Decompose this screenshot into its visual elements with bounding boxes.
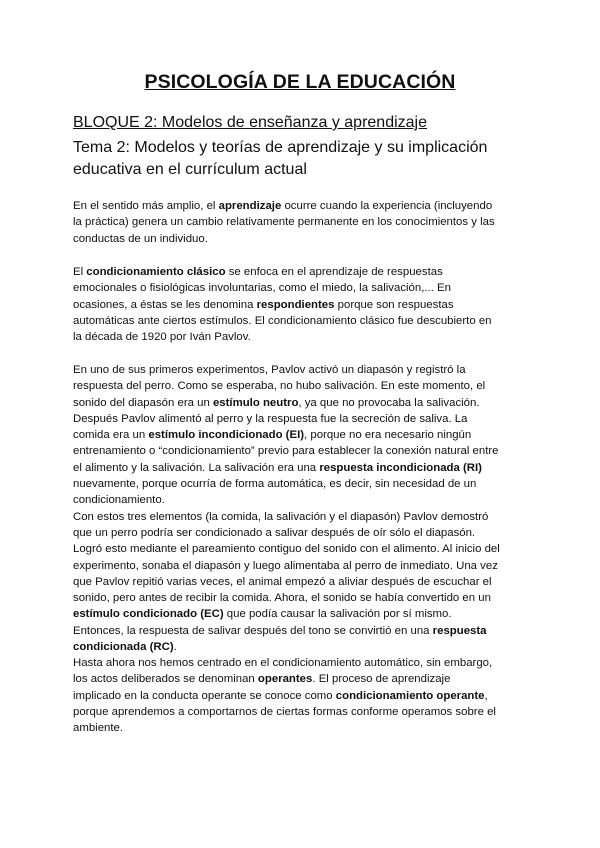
key-term: estímulo incondicionado (EI): [148, 429, 305, 442]
paragraph-line: condicionada (RC).: [73, 641, 177, 654]
key-term: estímulo condicionado (EC): [73, 608, 224, 621]
paragraph-line: la década de 1920 por Iván Pavlov.: [73, 331, 251, 344]
paragraph-line: ocasiones, a éstas se les denomina respondientes porque son respuestas: [73, 298, 454, 311]
paragraph-aprendizaje: [73, 198, 533, 247]
paragraph-line: el alimento y la salivación. La salivación era una respuesta incondicionada (RI): [73, 461, 482, 474]
paragraph-line: Hasta ahora nos hemos centrado en el condicionamiento automático, sin embargo,: [73, 657, 493, 669]
key-term: estímulo neutro: [212, 396, 299, 409]
key-term: respuesta incondicionada (RI): [319, 461, 482, 474]
paragraph-line: condicionamiento.: [73, 494, 165, 507]
paragraph-line: En el sentido más amplio, el aprendizaje ocurre cuando la experiencia (incluyendo: [73, 200, 493, 212]
topic-heading-line-1: Tema 2: Modelos y teorías de aprendizaje y su implicación: [73, 139, 488, 156]
paragraph-line: la práctica) genera un cambio relativamente permanente en los conocimientos y las: [73, 216, 495, 229]
topic-heading-line-2: educativa en el currículum actual: [73, 161, 307, 178]
paragraph-line: En uno de sus primeros experimentos, Pavlov activó un diapasón y registró la: [73, 364, 466, 376]
paragraph-line: porque aprendemos a comportarnos de ciertas formas conforme operamos sobre el: [73, 705, 496, 718]
paragraph-condicionamiento-clasico: [73, 264, 533, 345]
block-heading: BLOQUE 2: Modelos de enseñanza y aprendizaje: [73, 114, 427, 131]
paragraph-line: los actos deliberados se denominan operantes. El proceso de aprendizaje: [73, 673, 451, 686]
paragraph-line: Con estos tres elementos (la comida, la salivación y el diapasón) Pavlov demostró: [73, 510, 489, 523]
paragraph-line: ambiente.: [73, 722, 124, 735]
paragraph-line: experimento, sonaba el diapasón y luego alimentaba al perro de inmediato. Una vez: [73, 559, 498, 572]
paragraph-line: El condicionamiento clásico se enfoca en el aprendizaje de respuestas: [73, 266, 443, 278]
key-term: condicionamiento operante: [335, 689, 485, 702]
topic-heading: [73, 137, 543, 181]
document-title: PSICOLOGÍA DE LA EDUCACIÓN: [144, 71, 456, 93]
paragraph-line: implicado en la conducta operante se conoce como condicionamiento operante,: [73, 689, 488, 702]
paragraph-line: estímulo condicionado (EC) que podía causar la salivación por sí mismo.: [73, 608, 452, 621]
paragraph-line: nuevamente, porque ocurría de forma automática, es decir, sin necesidad de un: [73, 478, 477, 491]
paragraph-line: Después Pavlov alimentó al perro y la respuesta fue la secreción de saliva. La: [73, 412, 468, 425]
paragraph-line: que un perro podría ser condicionado a salivar después de oír sólo el diapasón.: [73, 526, 476, 539]
paragraph-line: Entonces, la respuesta de salivar después del tono se convirtió en una respuesta: [73, 624, 487, 637]
paragraph-line: respuesta del perro. Como se esperaba, no hubo salivación. En este momento, el: [73, 380, 486, 393]
paragraph-line: Logró esto mediante el pareamiento contiguo del sonido con el alimento. Al inicio del: [73, 543, 500, 556]
key-term: condicionamiento clásico: [86, 266, 226, 278]
paragraph-line: sonido del diapasón era un estímulo neutro, ya que no provocaba la salivación.: [73, 396, 480, 409]
paragraph-line: entrenamiento o “condicionamiento” previo para establecer la conexión natural entre: [73, 445, 499, 458]
key-term: condicionada (RC): [73, 641, 174, 654]
paragraph-line: automáticas ante ciertos estímulos. El condicionamiento clásico fue descubierto en: [73, 314, 492, 327]
key-term: aprendizaje: [218, 200, 282, 212]
paragraph-line: comida era un estímulo incondicionado (EI), porque no era necesario ningún: [73, 429, 472, 442]
paragraph-condicionamiento-operante: [73, 655, 533, 736]
key-term: operantes: [257, 673, 313, 686]
key-term: respondientes: [256, 298, 335, 311]
paragraph-line: conductas de un individuo.: [73, 232, 208, 245]
paragraph-line: sonido, pero antes de recibir la comida. Ahora, el sonido se había convertido en un: [73, 592, 491, 605]
paragraph-line: emocionales o fisiológicas involuntarias, como el miedo, la salivación,... En: [73, 282, 451, 295]
paragraph-line: que Pavlov repitió varias veces, el animal empezó a aliviar después de escuchar el: [73, 575, 492, 588]
key-term: respuesta: [432, 624, 487, 637]
paragraph-pavlov-experiment: [73, 362, 533, 655]
